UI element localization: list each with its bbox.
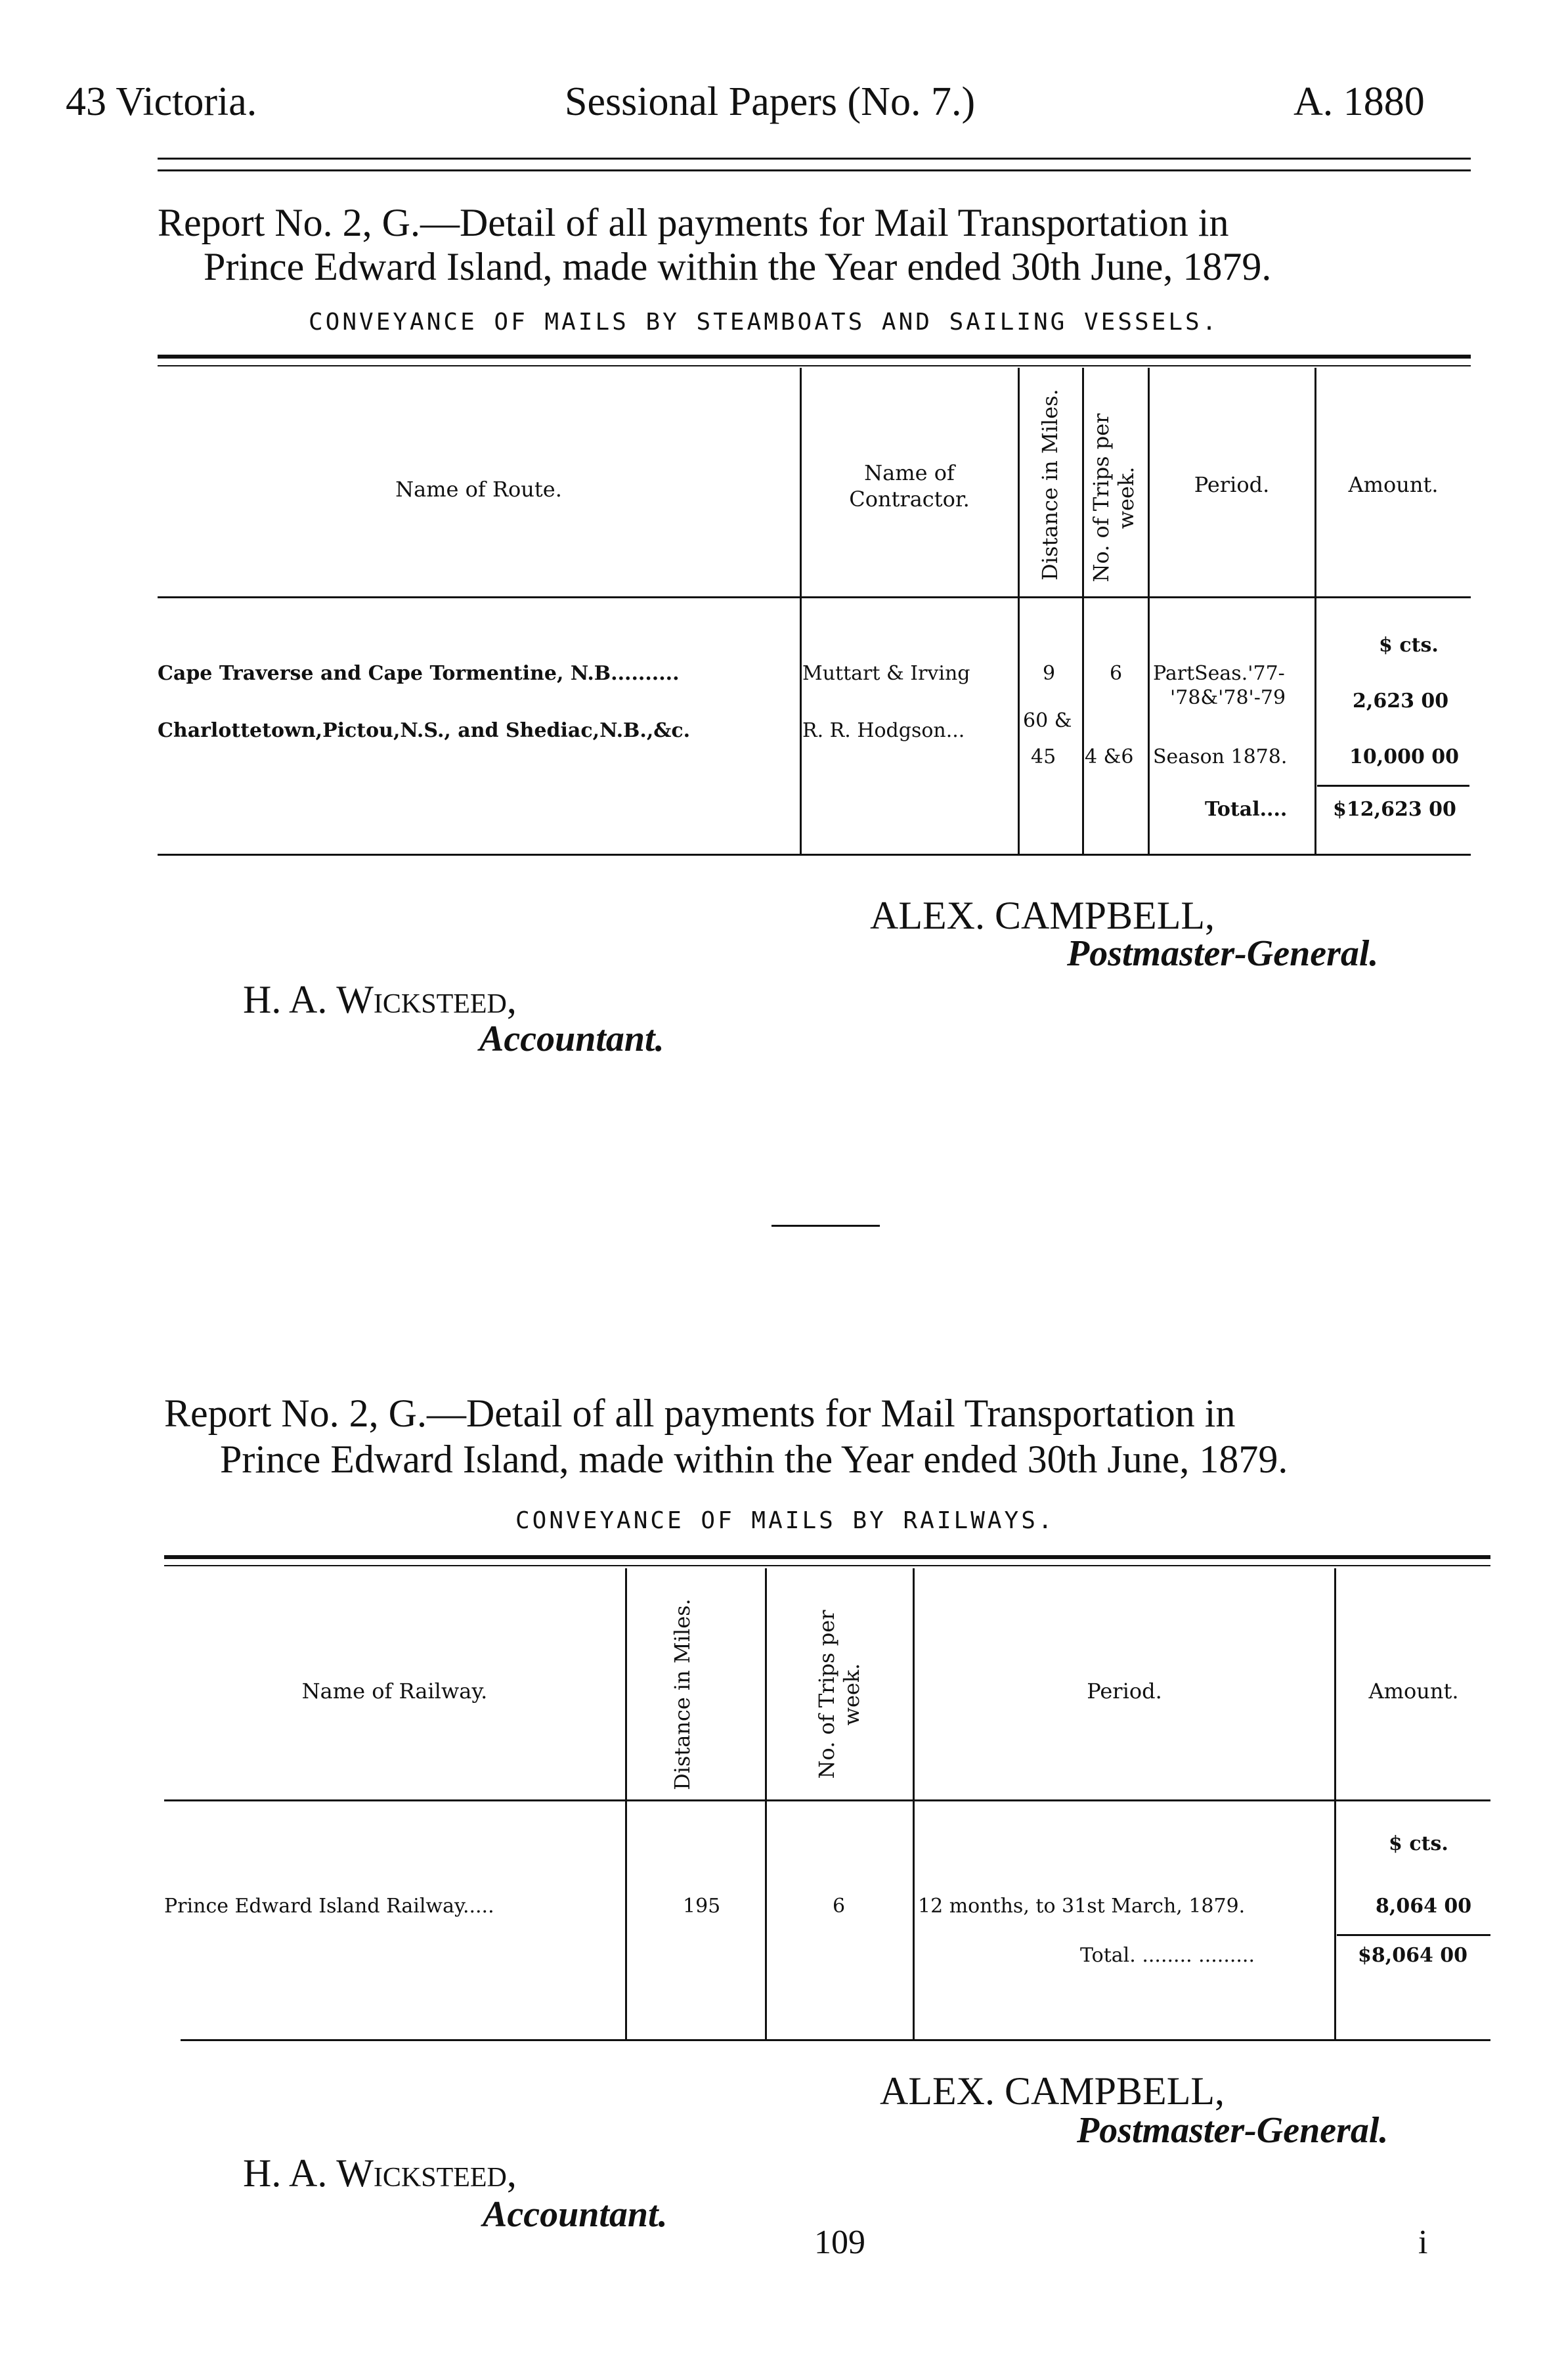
table1-row1-distance: 9 (1043, 662, 1056, 685)
report2-title-line1: Report No. 2, G.—Detail of all payments for Mail Transportation in (164, 1392, 1236, 1435)
report2-accountant-title: Accountant. (483, 2194, 668, 2235)
table2-row1-railway: Prince Edward Island Railway..... (164, 1895, 494, 1918)
table1-row1-amount: 2,623 00 (1353, 690, 1449, 713)
table1-col-divider-5 (1314, 368, 1316, 854)
report1-accountant-title: Accountant. (479, 1019, 664, 1059)
footer-right-mark: i (1418, 2224, 1428, 2261)
report2-accountant-name: H. A. Wickstеed, (243, 2151, 517, 2195)
table2-header-railway: Name of Railway. (301, 1679, 488, 1704)
table1-col-divider-4 (1148, 368, 1150, 854)
report1-title-line1: Report No. 2, G.—Detail of all payments for Mail Transportation in (158, 201, 1229, 244)
section-separator (771, 1225, 880, 1227)
table1-row2-route: Charlottetown,Pictou,N.S., and Shediac,N.B.,&c. (158, 719, 691, 742)
table1-header-distance: Distance in Miles. (1037, 389, 1062, 581)
table2-bottom-rule (181, 2039, 1490, 2041)
table1-col-divider-3 (1082, 368, 1084, 854)
table2-row1-distance: 195 (683, 1895, 721, 1918)
report1-title-line2: Prince Edward Island, made within the Year ended 30th June, 1879. (204, 245, 1272, 288)
table1-total-rule (1317, 785, 1469, 787)
table1-header-route: Name of Route. (395, 477, 562, 502)
table2-header-trips: No. of Trips per week. (814, 1610, 864, 1779)
table2-currency-header: $ cts. (1389, 1832, 1448, 1855)
table1-top-rule-thin (158, 365, 1471, 366)
table2-header-amount: Amount. (1368, 1679, 1459, 1704)
page-number: 109 (814, 2224, 865, 2261)
table1-total-label: Total.... (1205, 798, 1288, 821)
table1-row1-period-line1: PartSeas.'77- (1153, 662, 1285, 685)
table1-header-contractor: Name of Contractor. (849, 460, 970, 512)
report2-signature-title: Postmaster-General. (1077, 2110, 1389, 2151)
table1-header-rule (158, 596, 1471, 598)
table1-row2-amount: 10,000 00 (1349, 745, 1460, 768)
table1-row2-distance-line2: 45 (1031, 745, 1056, 768)
table1-row1-contractor: Muttart & Irving (802, 662, 970, 685)
table2-top-rule-thin (164, 1565, 1490, 1566)
table1-row2-period: Season 1878. (1153, 745, 1288, 768)
report2-subtitle: CONVEYANCE OF MAILS BY RAILWAYS. (515, 1507, 1055, 1534)
table1-row1-trips: 6 (1110, 662, 1123, 685)
table2-header-rule (164, 1799, 1490, 1801)
report1-signature-name: ALEX. CAMPBELL, (870, 894, 1215, 937)
header-rule-top (158, 158, 1471, 160)
table1-row2-distance-line1: 60 & (1023, 709, 1072, 732)
table1-row1-period-line2: '78&'78'-79 (1170, 686, 1286, 709)
table1-bottom-rule (158, 854, 1471, 856)
table1-total-amount: $12,623 00 (1333, 798, 1456, 821)
table2-header-distance: Distance in Miles. (670, 1598, 695, 1790)
table2-total-label: Total. ........ ......... (1080, 1944, 1255, 1967)
table2-row1-trips: 6 (833, 1895, 846, 1918)
report2-title-line2: Prince Edward Island, made within the Year ended 30th June, 1879. (220, 1438, 1288, 1481)
table2-col-divider-2 (765, 1568, 767, 2039)
table1-col-divider-2 (1018, 368, 1020, 854)
table2-col-divider-4 (1334, 1568, 1336, 2039)
report2-signature-name: ALEX. CAMPBELL, (880, 2069, 1225, 2113)
table1-header-period: Period. (1194, 472, 1270, 497)
header-rule-bottom (158, 169, 1471, 171)
table1-header-trips: No. of Trips per week. (1089, 413, 1139, 583)
header-center: Sessional Papers (No. 7.) (565, 79, 976, 124)
header-left: 43 Victoria. (66, 79, 257, 124)
report1-subtitle: CONVEYANCE OF MAILS BY STEAMBOATS AND SAILING VESSELS. (309, 309, 1219, 336)
table1-row1-route: Cape Traverse and Cape Tormentine, N.B.......... (158, 662, 680, 685)
table1-col-divider-1 (800, 368, 802, 854)
table2-header-period: Period. (1087, 1679, 1162, 1704)
table2-row1-amount: 8,064 00 (1376, 1895, 1472, 1918)
table2-total-amount: $8,064 00 (1358, 1944, 1468, 1967)
report1-accountant-name: H. A. Wickstеed, (243, 978, 517, 1021)
table2-col-divider-3 (913, 1568, 915, 2039)
table2-total-rule (1337, 1934, 1490, 1936)
table1-header-amount: Amount. (1348, 472, 1439, 497)
table1-currency-header: $ cts. (1379, 634, 1439, 657)
table2-col-divider-1 (625, 1568, 627, 2039)
header-right: A. 1880 (1293, 79, 1425, 124)
table1-top-rule (158, 355, 1471, 359)
table1-row2-trips: 4 &6 (1085, 745, 1134, 768)
table2-top-rule (164, 1555, 1490, 1559)
table2-row1-period: 12 months, to 31st March, 1879. (918, 1895, 1246, 1918)
report1-signature-title: Postmaster-General. (1067, 933, 1379, 974)
table1-row2-contractor: R. R. Hodgson... (802, 719, 965, 742)
